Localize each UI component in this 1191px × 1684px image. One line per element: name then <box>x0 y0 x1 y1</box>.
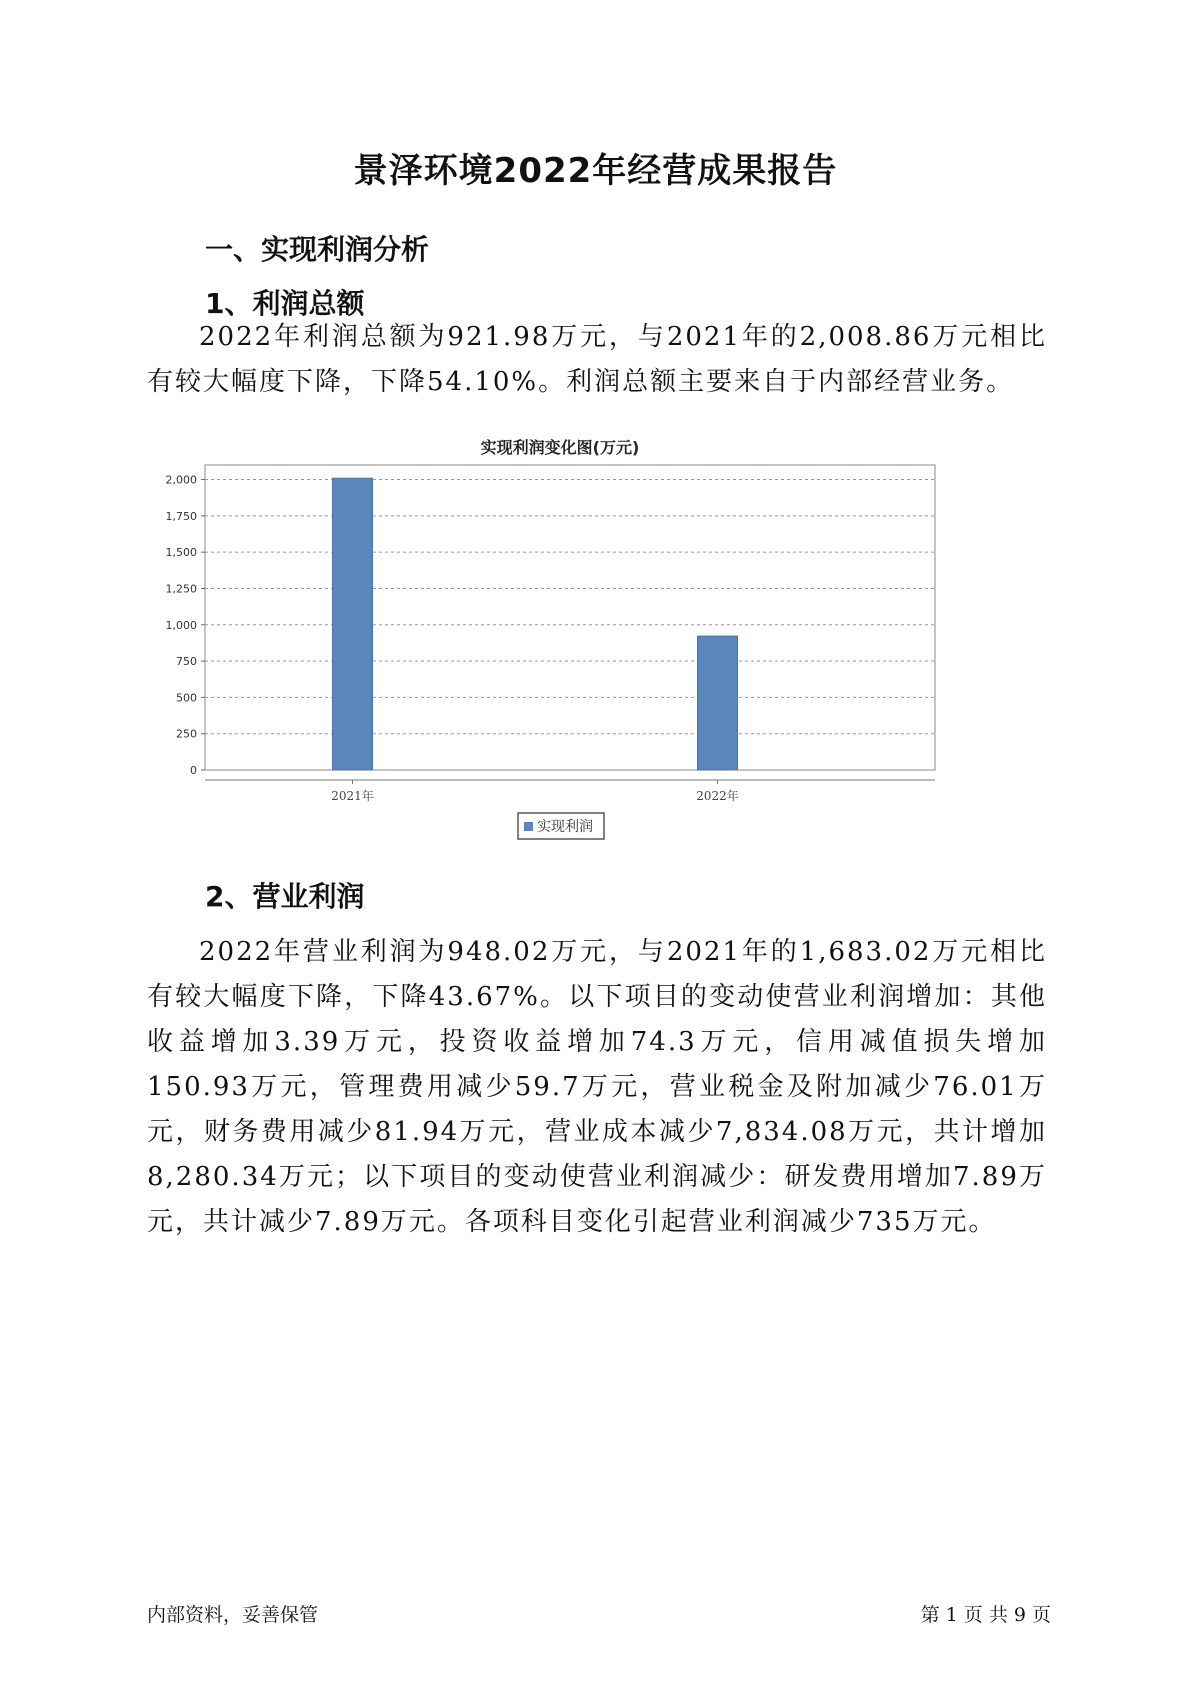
profit-chart <box>150 438 1050 915</box>
y-tick-label: 500 <box>176 691 197 705</box>
y-tick-label: 750 <box>176 655 197 669</box>
x-tick-label: 2022年 <box>696 789 739 803</box>
operating-profit-paragraph: 2022年营业利润为948.02万元，与2021年的1,683.02万元相比有较大幅度下降，下降43.67%。以下项目的变动使营业利润增加：其他收益增加3.39万元，投资收益增加74.3万元，信用减值损失增加150.93万元，管理费用减少59.7万元，营业税金及附加减少76.01万元，财务费用减少81.94万元，营业成本减少7,834.08万元，共计增加8,280.34万元；以下项目的变动使营业利润减少：研发费用增加7.89万元，共计减少7.89万元。各项科目变化引起营业利润减少735万元。 <box>147 937 1047 1237</box>
subsection-heading-total-profit: 1、利润总额 <box>205 287 365 320</box>
bar-2022年 <box>698 636 738 770</box>
plot-area <box>205 465 935 770</box>
footer-page-number: 第 1 页 共 9 页 <box>920 1604 1051 1626</box>
total-profit-paragraph: 2022年利润总额为921.98万元，与2021年的2,008.86万元相比有较大幅度下降，下降54.10%。利润总额主要来自于内部经营业务。 <box>147 322 1047 397</box>
footer-confidential-note: 内部资料，妥善保管 <box>147 1604 319 1626</box>
subsection-heading-operating-profit: 2、营业利润 <box>205 880 365 913</box>
section-heading: 一、实现利润分析 <box>205 233 430 266</box>
y-tick-label: 1,500 <box>165 546 197 560</box>
bar-2021年 <box>333 478 373 770</box>
y-tick-label: 1,250 <box>165 582 197 596</box>
legend-swatch <box>524 822 533 831</box>
profit-bar-chart <box>150 438 1050 915</box>
y-tick-label: 0 <box>190 764 197 777</box>
legend-label: 实现利润 <box>537 819 593 835</box>
y-tick-label: 1,000 <box>165 618 197 632</box>
y-tick-label: 1,750 <box>165 509 197 523</box>
y-tick-label: 2,000 <box>165 473 197 487</box>
document-title: 景泽环境2022年经营成果报告 <box>353 151 838 191</box>
y-tick-label: 250 <box>176 727 197 741</box>
chart-title: 实现利润变化图(万元) <box>480 438 640 457</box>
x-tick-label: 2021年 <box>331 789 374 803</box>
